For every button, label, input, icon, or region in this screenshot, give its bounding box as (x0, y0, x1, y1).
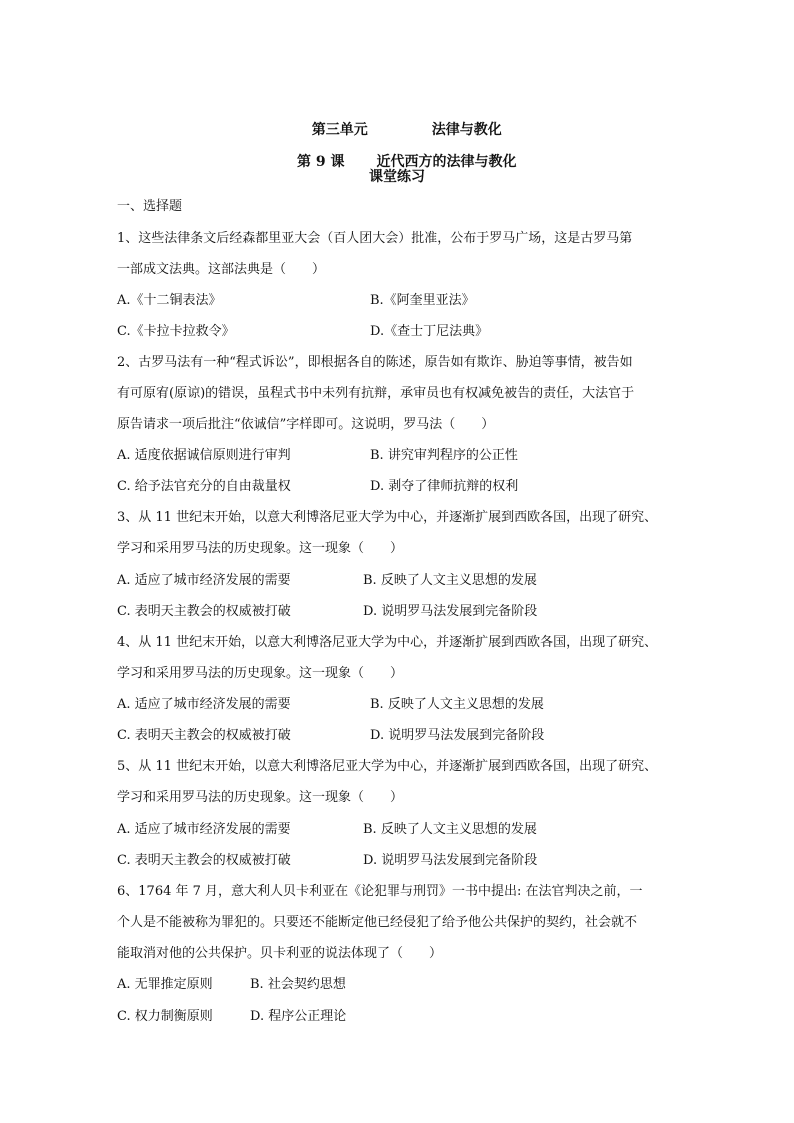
q4-option-a: A. 适应了城市经济发展的需要 (117, 697, 291, 712)
q3-option-b: B. 反映了人文主义思想的发展 (363, 573, 537, 588)
q4-option-b: B. 反映了人文主义思想的发展 (370, 697, 544, 712)
section-heading: 一、选择题 (117, 199, 183, 214)
q4-line-2: 学习和采用罗马法的历史现象。这一现象（ ） (117, 666, 404, 681)
q1-option-b: B.《阿奎里亚法》 (370, 293, 475, 308)
lesson-title: 近代西方的法律与教化 (376, 154, 517, 170)
q6-line-3: 能取消对他的公共保护。贝卡利亚的说法体现了（ ） (117, 946, 443, 961)
q1-option-c: C.《卡拉卡拉救令》 (117, 324, 235, 339)
q2-line-1: 2、古罗马法有一种“程式诉讼”，即根据各自的陈述，原告如有欺诈、胁迫等事情，被告如 (117, 355, 633, 370)
q5-option-a: A. 适应了城市经济发展的需要 (117, 822, 291, 837)
q1-option-d: D.《查士丁尼法典》 (370, 324, 489, 339)
q1-option-a: A.《十二铜表法》 (117, 293, 222, 308)
q5-option-c: C. 表明天主教会的权威被打破 (117, 853, 291, 868)
q6-option-c: C. 权力制衡原则 (117, 1009, 213, 1024)
q6-option-b: B. 社会契约思想 (250, 977, 346, 992)
q4-line-1: 4、从 11 世纪末开始，以意大利博洛尼亚大学为中心，并逐渐扩展到西欧各国，出现了研究、 (117, 635, 658, 650)
q3-option-c: C. 表明天主教会的权威被打破 (117, 604, 291, 619)
q5-line-2: 学习和采用罗马法的历史现象。这一现象（ ） (117, 790, 404, 805)
q2-line-2: 有可原宥(原谅)的错误，虽程式书中未列有抗辩，承审员也有权减免被告的责任，大法官于 (117, 386, 635, 401)
q5-line-1: 5、从 11 世纪末开始，以意大利博洛尼亚大学为中心，并逐渐扩展到西欧各国，出现了研究、 (117, 759, 658, 774)
q4-option-c: C. 表明天主教会的权威被打破 (117, 728, 291, 743)
q6-line-2: 个人是不能被称为罪犯的。只要还不能断定他已经侵犯了给予他公共保护的契约，社会就不 (117, 915, 638, 930)
lesson-number: 第 9 课 (297, 154, 345, 170)
q6-option-d: D. 程序公正理论 (250, 1009, 347, 1024)
q6-line-1: 6、1764 年 7 月，意大利人贝卡利亚在《论犯罪与刑罚》一书中提出: 在法官判决之前，一 (117, 884, 643, 899)
q1-line-1: 1、这些法律条文后经森都里亚大会（百人团大会）批准，公布于罗马广场，这是古罗马第 (117, 231, 633, 246)
unit-subtitle: 法律与教化 (431, 122, 502, 138)
q2-option-c: C. 给予法官充分的自由裁量权 (117, 479, 291, 494)
q2-line-3: 原告请求一项后批注“依诚信”字样即可。这说明，罗马法（ ） (117, 417, 495, 432)
q6-option-a: A. 无罪推定原则 (117, 977, 213, 992)
q3-option-d: D. 说明罗马法发展到完备阶段 (363, 604, 538, 619)
q2-option-a: A. 适度依据诚信原则进行审判 (117, 448, 291, 463)
unit-title: 第三单元 (311, 122, 368, 138)
q2-option-d: D. 剥夺了律师抗辩的权利 (370, 479, 519, 494)
q3-line-1: 3、从 11 世纪末开始，以意大利博洛尼亚大学为中心，并逐渐扩展到西欧各国，出现了研究、 (117, 510, 658, 525)
q1-line-2: 一部成文法典。这部法典是（ ） (117, 262, 326, 277)
q5-option-d: D. 说明罗马法发展到完备阶段 (363, 853, 538, 868)
q3-option-a: A. 适应了城市经济发展的需要 (117, 573, 291, 588)
q3-line-2: 学习和采用罗马法的历史现象。这一现象（ ） (117, 541, 404, 556)
q2-option-b: B. 讲究审判程序的公正性 (370, 448, 518, 463)
q5-option-b: B. 反映了人文主义思想的发展 (363, 822, 537, 837)
q4-option-d: D. 说明罗马法发展到完备阶段 (370, 728, 545, 743)
exercise-title: 课堂练习 (369, 169, 425, 185)
